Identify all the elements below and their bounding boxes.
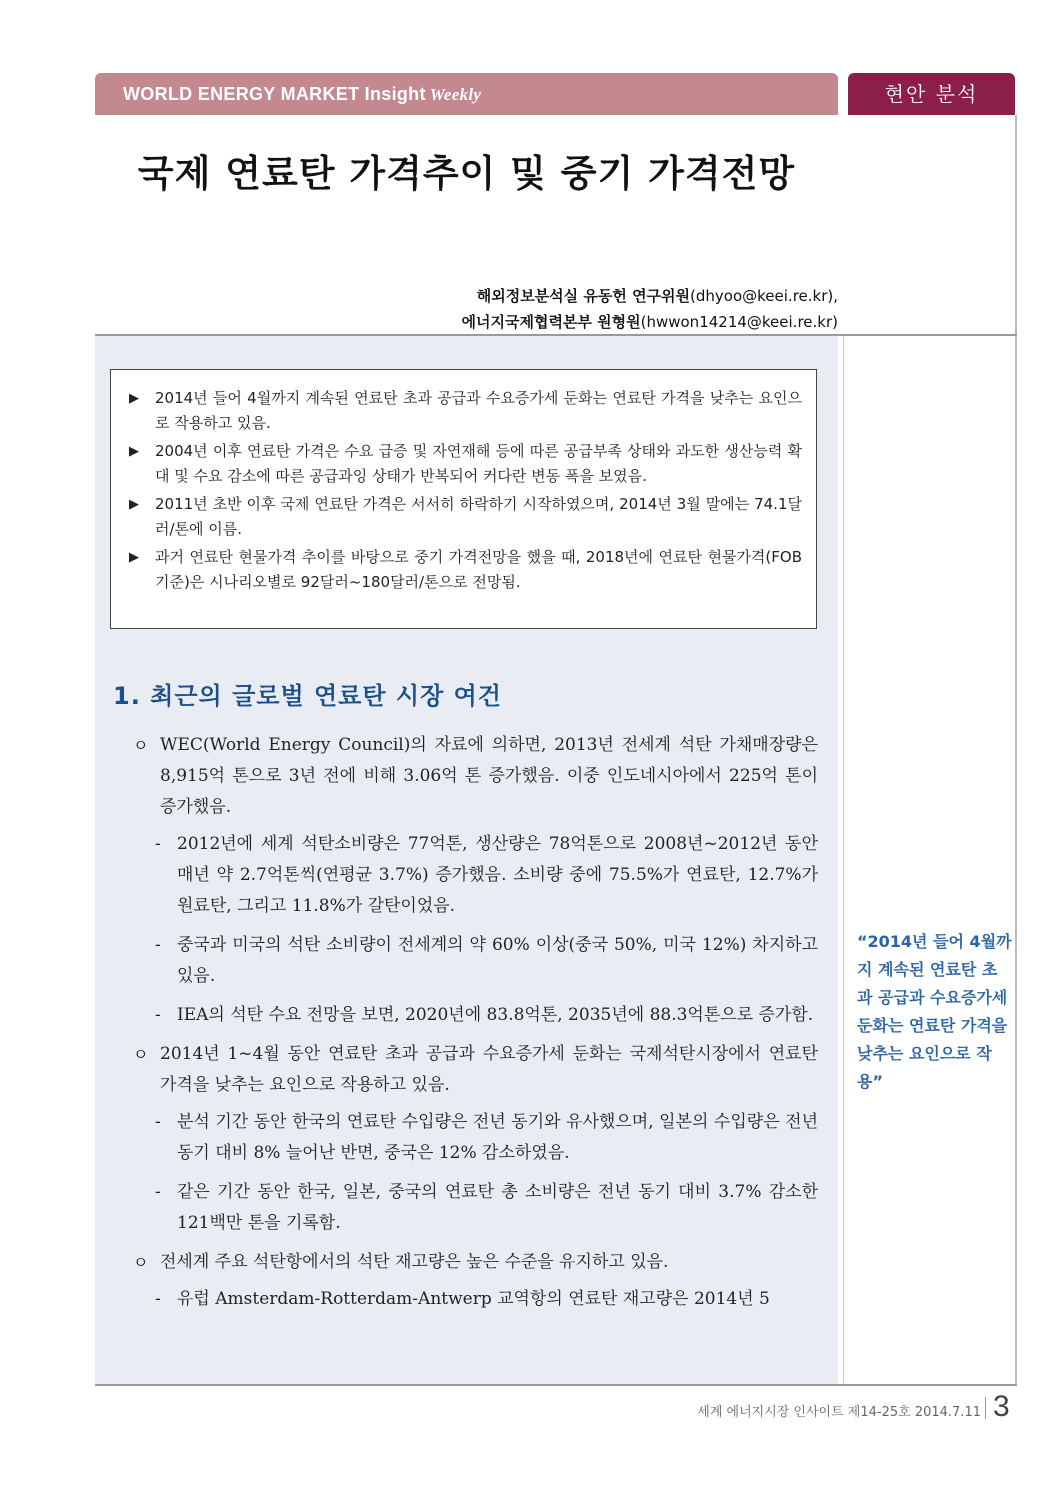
header-bar [95,73,838,115]
weekly-label: Weekly [429,85,482,104]
footer-issue: 세계 에너지시장 인사이트 제14-25호 2014.7.11 [697,1405,981,1420]
series-title: WORLD ENERGY MARKET Insight Weekly [123,84,482,104]
column-separator [843,336,844,1385]
circle-bullet-icon: ㅇ [133,736,149,755]
pull-quote: “2014년 들어 4월까지 계속된 연료탄 초과 공급과 수요증가세 둔화는 연료탄 가격을 낮추는 요인으로 작용” [857,932,1012,1091]
bottom-rule [95,1384,1017,1386]
footer-separator [985,1397,986,1419]
summary-box [110,369,817,629]
section-heading: 1. 최근의 글로벌 연료탄 시장 여건 [113,682,502,710]
dash-bullet: - [155,935,161,955]
right-border [1015,115,1017,1385]
paragraph: ㅇ 2014년 1~4월 동안 연료탄 초과 공급과 수요증가세 둔화는 국제석탄시장에서 연료탄 가격을 낮추는 요인으로 작용하고 있음. [120,1039,818,1101]
author-1-name: 해외정보분석실 유동헌 연구위원 [476,287,691,305]
author-line-1 [462,283,839,309]
author-line-2 [462,309,839,335]
sub-paragraph: - 2012년에 세계 석탄소비량은 77억톤, 생산량은 78억톤으로 2008년~2012년 동안 매년 약 2.7억톤씩(연평균 3.7%) 증가했음. 소비량 중에 75.5%가 연료탄, 12.7%가 원료탄, 그리고 11.8%가 갈탄이었음. [120,829,818,922]
paragraph: ㅇ WEC(World Energy Council)의 자료에 의하면, 2013년 전세계 석탄 가채매장량은 8,915억 톤으로 3년 전에 비해 3.06억 톤 증가했음. 이중 인도네시아에서 225억 톤이 증가했음. [120,730,818,823]
paragraph: ㅇ 전세계 주요 석탄항에서의 석탄 재고량은 높은 수준을 유지하고 있음. [120,1247,818,1278]
dash-bullet: - [155,834,161,854]
triangle-bullet-icon: ▶ [129,550,139,565]
page-number: 3 [993,1390,1010,1423]
summary-item: ▶ 과거 연료탄 현물가격 추이를 바탕으로 중기 가격전망을 했을 때, 2018년에 연료탄 현물가격(FOB 기준)은 시나리오별로 92달러~180달러/톤으로 전망됨. [129,545,802,595]
author-1-email: (dhyoo@keei.re.kr), [690,287,838,305]
sub-paragraph: - 분석 기간 동안 한국의 연료탄 수입량은 전년 동기와 유사했으며, 일본의 수입량은 전년 동기 대비 8% 늘어난 반면, 중국은 12% 감소하였음. [120,1107,818,1169]
dash-bullet: - [155,1005,161,1025]
triangle-bullet-icon: ▶ [129,497,139,512]
author-2-name: 에너지국제협력본부 원형원 [461,313,641,331]
dash-bullet: - [155,1112,161,1132]
summary-item: ▶ 2011년 초반 이후 국제 연료탄 가격은 서서히 하락하기 시작하였으며, 2014년 3월 말에는 74.1달러/톤에 이름. [129,492,802,542]
triangle-bullet-icon: ▶ [129,444,139,459]
circle-bullet-icon: ㅇ [133,1253,149,1272]
sub-paragraph: - IEA의 석탄 수요 전망을 보면, 2020년에 83.8억톤, 2035년에 88.3억톤으로 증가함. [120,1000,818,1031]
summary-item: ▶ 2004년 이후 연료탄 가격은 수요 급증 및 자연재해 등에 따른 공급부족 상태와 과도한 생산능력 확대 및 수요 감소에 따른 공급과잉 상태가 반복되어 커다란 변동 폭을 보였음. [129,439,802,489]
article-title: 국제 연료탄 가격추이 및 중기 가격전망 [137,152,796,195]
section-body [120,730,818,1323]
dash-bullet: - [155,1182,161,1202]
sub-paragraph: - 같은 기간 동안 한국, 일본, 중국의 연료탄 총 소비량은 전년 동기 대비 3.7% 감소한 121백만 톤을 기록함. [120,1177,818,1239]
author-2-email: (hwwon14214@keei.re.kr) [640,313,838,331]
section-tag: 현안 분석 [848,73,1015,115]
triangle-bullet-icon: ▶ [129,391,139,406]
summary-item: ▶ 2014년 들어 4월까지 계속된 연료탄 초과 공급과 수요증가세 둔화는 연료탄 가격을 낮추는 요인으로 작용하고 있음. [129,386,802,436]
circle-bullet-icon: ㅇ [133,1045,149,1064]
author-block [462,283,839,335]
dash-bullet: - [155,1289,161,1309]
sub-paragraph: - 유럽 Amsterdam-Rotterdam-Antwerp 교역항의 연료탄 재고량은 2014년 5 [120,1284,818,1315]
sub-paragraph: - 중국과 미국의 석탄 소비량이 전세계의 약 60% 이상(중국 50%, 미국 12%) 차지하고 있음. [120,930,818,992]
